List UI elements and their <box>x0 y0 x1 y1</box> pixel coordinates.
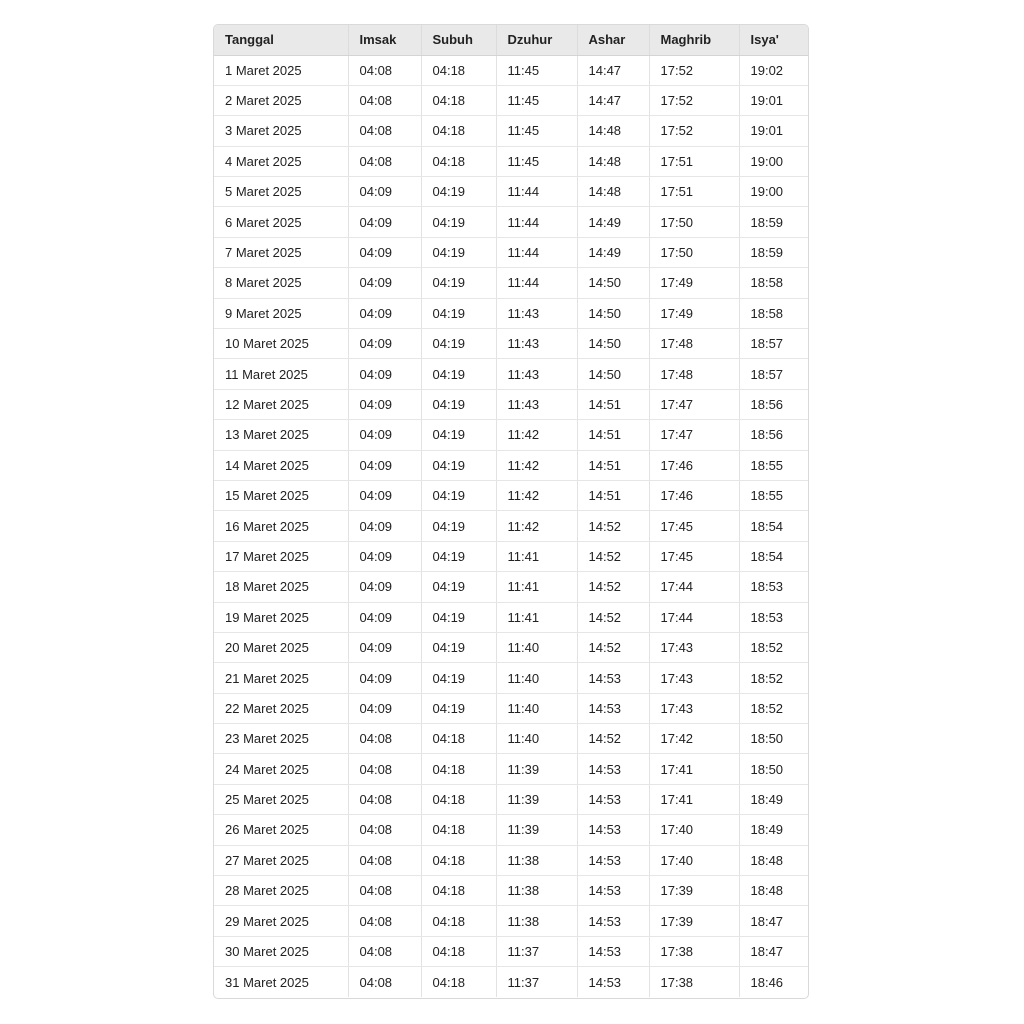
maghrib-cell: 17:38 <box>649 936 739 966</box>
dzuhur-cell: 11:45 <box>496 85 577 115</box>
date-cell: 28 Maret 2025 <box>214 876 348 906</box>
dzuhur-cell: 11:45 <box>496 116 577 146</box>
dzuhur-cell: 11:38 <box>496 845 577 875</box>
maghrib-cell: 17:52 <box>649 85 739 115</box>
column-header-isya: Isya' <box>739 25 808 55</box>
date-cell: 21 Maret 2025 <box>214 663 348 693</box>
isya-cell: 19:00 <box>739 146 808 176</box>
isya-cell: 18:52 <box>739 632 808 662</box>
isya-cell: 18:52 <box>739 693 808 723</box>
ashar-cell: 14:47 <box>577 55 649 85</box>
ashar-cell: 14:53 <box>577 784 649 814</box>
table-row <box>214 359 808 389</box>
imsak-cell: 04:09 <box>348 207 421 237</box>
dzuhur-cell: 11:39 <box>496 784 577 814</box>
ashar-cell: 14:48 <box>577 146 649 176</box>
date-cell: 16 Maret 2025 <box>214 511 348 541</box>
dzuhur-cell: 11:37 <box>496 936 577 966</box>
isya-cell: 18:57 <box>739 359 808 389</box>
dzuhur-cell: 11:40 <box>496 663 577 693</box>
maghrib-cell: 17:47 <box>649 420 739 450</box>
imsak-cell: 04:09 <box>348 602 421 632</box>
subuh-cell: 04:18 <box>421 754 496 784</box>
maghrib-cell: 17:48 <box>649 359 739 389</box>
subuh-cell: 04:19 <box>421 693 496 723</box>
column-header-tanggal: Tanggal <box>214 25 348 55</box>
table-body <box>214 55 808 997</box>
subuh-cell: 04:18 <box>421 146 496 176</box>
maghrib-cell: 17:45 <box>649 511 739 541</box>
maghrib-cell: 17:47 <box>649 389 739 419</box>
imsak-cell: 04:09 <box>348 298 421 328</box>
date-cell: 26 Maret 2025 <box>214 815 348 845</box>
isya-cell: 18:59 <box>739 207 808 237</box>
date-cell: 20 Maret 2025 <box>214 632 348 662</box>
maghrib-cell: 17:52 <box>649 55 739 85</box>
date-cell: 23 Maret 2025 <box>214 724 348 754</box>
table-row <box>214 480 808 510</box>
isya-cell: 19:01 <box>739 116 808 146</box>
ashar-cell: 14:52 <box>577 602 649 632</box>
ashar-cell: 14:48 <box>577 116 649 146</box>
table-row <box>214 602 808 632</box>
imsak-cell: 04:09 <box>348 693 421 723</box>
imsak-cell: 04:09 <box>348 268 421 298</box>
isya-cell: 18:58 <box>739 268 808 298</box>
ashar-cell: 14:49 <box>577 237 649 267</box>
imsak-cell: 04:09 <box>348 177 421 207</box>
maghrib-cell: 17:40 <box>649 815 739 845</box>
imsak-cell: 04:08 <box>348 967 421 997</box>
imsak-cell: 04:08 <box>348 55 421 85</box>
dzuhur-cell: 11:41 <box>496 572 577 602</box>
table-row <box>214 450 808 480</box>
subuh-cell: 04:19 <box>421 177 496 207</box>
dzuhur-cell: 11:40 <box>496 693 577 723</box>
dzuhur-cell: 11:43 <box>496 329 577 359</box>
date-cell: 12 Maret 2025 <box>214 389 348 419</box>
date-cell: 29 Maret 2025 <box>214 906 348 936</box>
isya-cell: 18:49 <box>739 784 808 814</box>
subuh-cell: 04:18 <box>421 724 496 754</box>
imsak-cell: 04:08 <box>348 116 421 146</box>
ashar-cell: 14:52 <box>577 541 649 571</box>
table-row <box>214 815 808 845</box>
dzuhur-cell: 11:41 <box>496 541 577 571</box>
table-row <box>214 906 808 936</box>
column-header-ashar: Ashar <box>577 25 649 55</box>
ashar-cell: 14:53 <box>577 754 649 784</box>
isya-cell: 18:53 <box>739 602 808 632</box>
subuh-cell: 04:19 <box>421 298 496 328</box>
subuh-cell: 04:18 <box>421 116 496 146</box>
isya-cell: 18:58 <box>739 298 808 328</box>
date-cell: 14 Maret 2025 <box>214 450 348 480</box>
isya-cell: 18:50 <box>739 754 808 784</box>
dzuhur-cell: 11:42 <box>496 511 577 541</box>
date-cell: 2 Maret 2025 <box>214 85 348 115</box>
dzuhur-cell: 11:39 <box>496 754 577 784</box>
date-cell: 1 Maret 2025 <box>214 55 348 85</box>
isya-cell: 18:52 <box>739 663 808 693</box>
ashar-cell: 14:53 <box>577 906 649 936</box>
subuh-cell: 04:19 <box>421 572 496 602</box>
imsak-cell: 04:09 <box>348 663 421 693</box>
subuh-cell: 04:18 <box>421 815 496 845</box>
imsak-cell: 04:08 <box>348 754 421 784</box>
ashar-cell: 14:48 <box>577 177 649 207</box>
subuh-cell: 04:19 <box>421 511 496 541</box>
dzuhur-cell: 11:43 <box>496 298 577 328</box>
dzuhur-cell: 11:37 <box>496 967 577 997</box>
imsak-cell: 04:09 <box>348 420 421 450</box>
table-row <box>214 207 808 237</box>
maghrib-cell: 17:52 <box>649 116 739 146</box>
isya-cell: 18:55 <box>739 450 808 480</box>
maghrib-cell: 17:41 <box>649 784 739 814</box>
isya-cell: 18:57 <box>739 329 808 359</box>
maghrib-cell: 17:51 <box>649 177 739 207</box>
maghrib-cell: 17:42 <box>649 724 739 754</box>
ashar-cell: 14:50 <box>577 268 649 298</box>
table-row <box>214 177 808 207</box>
maghrib-cell: 17:49 <box>649 298 739 328</box>
date-cell: 9 Maret 2025 <box>214 298 348 328</box>
date-cell: 27 Maret 2025 <box>214 845 348 875</box>
subuh-cell: 04:18 <box>421 845 496 875</box>
date-cell: 30 Maret 2025 <box>214 936 348 966</box>
maghrib-cell: 17:48 <box>649 329 739 359</box>
maghrib-cell: 17:50 <box>649 207 739 237</box>
imsak-cell: 04:08 <box>348 906 421 936</box>
subuh-cell: 04:19 <box>421 480 496 510</box>
table-row <box>214 632 808 662</box>
imsak-cell: 04:09 <box>348 359 421 389</box>
ashar-cell: 14:51 <box>577 420 649 450</box>
column-header-subuh: Subuh <box>421 25 496 55</box>
subuh-cell: 04:19 <box>421 268 496 298</box>
ashar-cell: 14:53 <box>577 845 649 875</box>
date-cell: 8 Maret 2025 <box>214 268 348 298</box>
dzuhur-cell: 11:45 <box>496 146 577 176</box>
dzuhur-cell: 11:44 <box>496 207 577 237</box>
maghrib-cell: 17:46 <box>649 480 739 510</box>
table-row <box>214 329 808 359</box>
isya-cell: 18:47 <box>739 936 808 966</box>
maghrib-cell: 17:44 <box>649 602 739 632</box>
table-row <box>214 724 808 754</box>
prayer-schedule-table <box>214 25 808 997</box>
date-cell: 13 Maret 2025 <box>214 420 348 450</box>
ashar-cell: 14:52 <box>577 572 649 602</box>
isya-cell: 18:53 <box>739 572 808 602</box>
table-row <box>214 967 808 997</box>
subuh-cell: 04:19 <box>421 663 496 693</box>
dzuhur-cell: 11:44 <box>496 177 577 207</box>
subuh-cell: 04:19 <box>421 207 496 237</box>
imsak-cell: 04:08 <box>348 815 421 845</box>
ashar-cell: 14:52 <box>577 724 649 754</box>
table-row <box>214 876 808 906</box>
imsak-cell: 04:09 <box>348 450 421 480</box>
subuh-cell: 04:18 <box>421 784 496 814</box>
imsak-cell: 04:09 <box>348 632 421 662</box>
dzuhur-cell: 11:41 <box>496 602 577 632</box>
isya-cell: 18:56 <box>739 389 808 419</box>
table-row <box>214 268 808 298</box>
maghrib-cell: 17:38 <box>649 967 739 997</box>
subuh-cell: 04:18 <box>421 936 496 966</box>
date-cell: 7 Maret 2025 <box>214 237 348 267</box>
table-row <box>214 845 808 875</box>
table-row <box>214 146 808 176</box>
ashar-cell: 14:51 <box>577 480 649 510</box>
ashar-cell: 14:49 <box>577 207 649 237</box>
ashar-cell: 14:51 <box>577 389 649 419</box>
dzuhur-cell: 11:44 <box>496 237 577 267</box>
subuh-cell: 04:18 <box>421 906 496 936</box>
subuh-cell: 04:18 <box>421 85 496 115</box>
dzuhur-cell: 11:38 <box>496 876 577 906</box>
imsak-cell: 04:09 <box>348 511 421 541</box>
dzuhur-cell: 11:39 <box>496 815 577 845</box>
ashar-cell: 14:53 <box>577 936 649 966</box>
imsak-cell: 04:09 <box>348 541 421 571</box>
table-row <box>214 298 808 328</box>
subuh-cell: 04:18 <box>421 55 496 85</box>
isya-cell: 18:55 <box>739 480 808 510</box>
table-row <box>214 237 808 267</box>
imsak-cell: 04:09 <box>348 329 421 359</box>
date-cell: 11 Maret 2025 <box>214 359 348 389</box>
table-row <box>214 663 808 693</box>
dzuhur-cell: 11:43 <box>496 389 577 419</box>
table-row <box>214 511 808 541</box>
maghrib-cell: 17:44 <box>649 572 739 602</box>
isya-cell: 19:02 <box>739 55 808 85</box>
maghrib-cell: 17:50 <box>649 237 739 267</box>
imsak-cell: 04:08 <box>348 146 421 176</box>
date-cell: 18 Maret 2025 <box>214 572 348 602</box>
date-cell: 31 Maret 2025 <box>214 967 348 997</box>
table-header <box>214 25 808 55</box>
isya-cell: 18:54 <box>739 541 808 571</box>
date-cell: 6 Maret 2025 <box>214 207 348 237</box>
date-cell: 24 Maret 2025 <box>214 754 348 784</box>
ashar-cell: 14:53 <box>577 967 649 997</box>
ashar-cell: 14:51 <box>577 450 649 480</box>
dzuhur-cell: 11:40 <box>496 724 577 754</box>
maghrib-cell: 17:43 <box>649 632 739 662</box>
table-row <box>214 85 808 115</box>
date-cell: 19 Maret 2025 <box>214 602 348 632</box>
maghrib-cell: 17:40 <box>649 845 739 875</box>
imsak-cell: 04:08 <box>348 724 421 754</box>
subuh-cell: 04:19 <box>421 420 496 450</box>
dzuhur-cell: 11:42 <box>496 450 577 480</box>
isya-cell: 18:48 <box>739 876 808 906</box>
subuh-cell: 04:19 <box>421 602 496 632</box>
maghrib-cell: 17:51 <box>649 146 739 176</box>
ashar-cell: 14:53 <box>577 815 649 845</box>
subuh-cell: 04:19 <box>421 632 496 662</box>
ashar-cell: 14:53 <box>577 663 649 693</box>
subuh-cell: 04:19 <box>421 541 496 571</box>
subuh-cell: 04:18 <box>421 876 496 906</box>
ashar-cell: 14:52 <box>577 632 649 662</box>
imsak-cell: 04:08 <box>348 845 421 875</box>
date-cell: 22 Maret 2025 <box>214 693 348 723</box>
maghrib-cell: 17:43 <box>649 663 739 693</box>
subuh-cell: 04:19 <box>421 450 496 480</box>
table-row <box>214 55 808 85</box>
isya-cell: 18:56 <box>739 420 808 450</box>
subuh-cell: 04:19 <box>421 329 496 359</box>
maghrib-cell: 17:46 <box>649 450 739 480</box>
isya-cell: 18:47 <box>739 906 808 936</box>
date-cell: 25 Maret 2025 <box>214 784 348 814</box>
ashar-cell: 14:52 <box>577 511 649 541</box>
ashar-cell: 14:47 <box>577 85 649 115</box>
maghrib-cell: 17:49 <box>649 268 739 298</box>
table-row <box>214 389 808 419</box>
isya-cell: 19:00 <box>739 177 808 207</box>
table-row <box>214 754 808 784</box>
maghrib-cell: 17:39 <box>649 906 739 936</box>
ashar-cell: 14:50 <box>577 329 649 359</box>
date-cell: 15 Maret 2025 <box>214 480 348 510</box>
table-row <box>214 541 808 571</box>
column-header-maghrib: Maghrib <box>649 25 739 55</box>
isya-cell: 18:50 <box>739 724 808 754</box>
isya-cell: 18:46 <box>750 974 784 990</box>
isya-cell: 19:01 <box>739 85 808 115</box>
isya-cell: 18:54 <box>739 511 808 541</box>
ashar-cell: 14:53 <box>577 876 649 906</box>
dzuhur-cell: 11:43 <box>496 359 577 389</box>
subuh-cell: 04:18 <box>421 967 496 997</box>
column-header-dzuhur: Dzuhur <box>496 25 577 55</box>
dzuhur-cell: 11:38 <box>496 906 577 936</box>
ashar-cell: 14:50 <box>577 359 649 389</box>
maghrib-cell: 17:39 <box>649 876 739 906</box>
subuh-cell: 04:19 <box>421 389 496 419</box>
isya-cell: 18:48 <box>739 845 808 875</box>
dzuhur-cell: 11:42 <box>496 420 577 450</box>
table-row <box>214 936 808 966</box>
subuh-cell: 04:19 <box>421 237 496 267</box>
ashar-cell: 14:50 <box>577 298 649 328</box>
date-cell: 10 Maret 2025 <box>214 329 348 359</box>
date-cell: 5 Maret 2025 <box>214 177 348 207</box>
table-row <box>214 572 808 602</box>
imsak-cell: 04:08 <box>348 936 421 966</box>
prayer-schedule-table-container <box>213 24 809 999</box>
maghrib-cell: 17:41 <box>649 754 739 784</box>
imsak-cell: 04:08 <box>348 876 421 906</box>
maghrib-cell: 17:43 <box>649 693 739 723</box>
isya-cell: 18:59 <box>739 237 808 267</box>
ashar-cell: 14:53 <box>577 693 649 723</box>
header-row <box>214 25 808 55</box>
imsak-cell: 04:09 <box>348 389 421 419</box>
imsak-cell: 04:09 <box>348 237 421 267</box>
isya-cell: 18:49 <box>739 815 808 845</box>
date-cell: 4 Maret 2025 <box>214 146 348 176</box>
column-header-imsak: Imsak <box>348 25 421 55</box>
maghrib-cell: 17:45 <box>649 541 739 571</box>
date-cell: 3 Maret 2025 <box>214 116 348 146</box>
table-row <box>214 693 808 723</box>
imsak-cell: 04:09 <box>348 572 421 602</box>
imsak-cell: 04:08 <box>348 85 421 115</box>
date-cell: 17 Maret 2025 <box>214 541 348 571</box>
table-row <box>214 784 808 814</box>
dzuhur-cell: 11:42 <box>496 480 577 510</box>
dzuhur-cell: 11:44 <box>496 268 577 298</box>
subuh-cell: 04:19 <box>421 359 496 389</box>
table-row <box>214 116 808 146</box>
dzuhur-cell: 11:45 <box>496 55 577 85</box>
imsak-cell: 04:08 <box>348 784 421 814</box>
table-row <box>214 420 808 450</box>
imsak-cell: 04:09 <box>348 480 421 510</box>
dzuhur-cell: 11:40 <box>496 632 577 662</box>
